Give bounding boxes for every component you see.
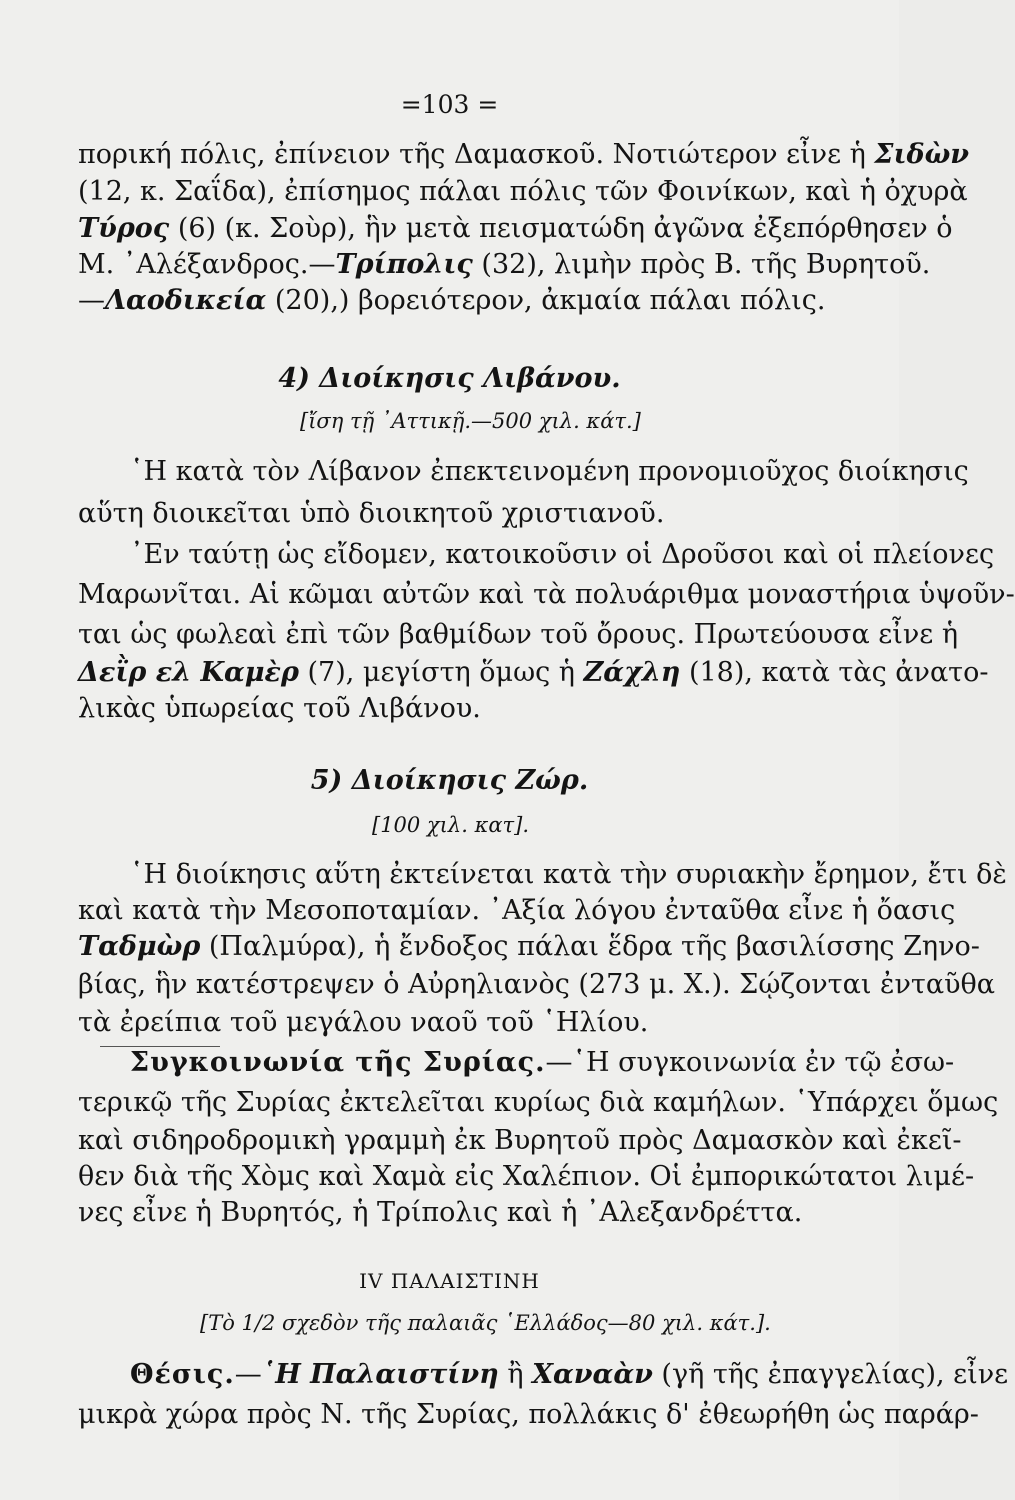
section-5-line-2: καὶ κατὰ τὴν Μεσοποταμίαν. ᾿Αξία λόγου ἐνταῦθα εἶνε ἡ ὄασις — [78, 895, 956, 926]
place-canaan: Χαναὰν — [532, 1359, 653, 1390]
place-tadmor: Ταδμὼρ — [78, 931, 201, 962]
communication-line-5: νες εἶνε ἡ Βυρητός, ἡ Τρίπολις καὶ ἡ ᾿Αλεξανδρέττα. — [78, 1197, 803, 1228]
section-5-line-3: Ταδμὼρ (Παλμύρα), ἡ ἔνδοξος πάλαι ἕδρα τῆς βασιλίσσης Ζηνο- — [78, 931, 980, 962]
para1-line-5: —Λαοδικεία (20),) βορειότερον, ἀκμαία πάλαι πόλις. — [78, 285, 826, 316]
page-number: =103 = — [400, 90, 499, 119]
communication-line-1: Συγκοινωνία τῆς Συρίας.—῾Η συγκοινωνία ἐν τῷ ἐσω- — [130, 1047, 955, 1078]
communication-line-3: καὶ σιδηροδρομικὴ γραμμὴ ἐκ Βυρητοῦ πρὸς Δαμασκὸν καὶ ἐκεῖ- — [78, 1125, 962, 1156]
section-palestine-heading: IV ΠΑΛΑΙΣΤΙΝΗ — [359, 1269, 540, 1293]
palestine-line-2: μικρὰ χώρα πρὸς Ν. τῆς Συρίας, πολλάκις δ' ἐθεωρήθη ὡς παράρ- — [78, 1399, 979, 1430]
place-sidon: Σιδὼν — [874, 139, 970, 170]
para1-line-3: Τύρος (6) (κ. Σοὺρ), ἣν μετὰ πεισματώδη ἀγῶνα ἐξεπόρθησεν ὁ — [78, 213, 953, 244]
section-5-heading: 5) Διοίκησις Ζώρ. — [310, 765, 589, 796]
section-4-line-3: ᾿Εν ταύτῃ ὡς εἴδομεν, κατοικοῦσιν οἱ Δροῦσοι καὶ οἱ πλείονες — [130, 539, 995, 570]
communication-line-2: τερικῷ τῆς Συρίας ἐκτελεῖται κυρίως διὰ καμήλων. ῾Υπάρχει ὅμως — [78, 1087, 999, 1118]
section-4-line-7: λικὰς ὑπωρείας τοῦ Λιβάνου. — [78, 693, 481, 724]
communication-line-4: θεν διὰ τῆς Χὸμς καὶ Χαμὰ εἰς Χαλέπιον. Οἱ ἐμπορικώτατοι λιμέ- — [78, 1161, 975, 1192]
place-laodicea: Λαοδικεία — [105, 285, 267, 316]
section-5-line-1: ῾Η διοίκησις αὕτη ἐκτείνεται κατὰ τὴν συριακὴν ἔρημον, ἔτι δὲ — [130, 859, 1007, 890]
section-5-note: [100 χιλ. κατ]. — [372, 813, 530, 837]
place-deir-el-kamar: Δεῒρ ελ Καμὲρ — [78, 657, 299, 688]
place-tripoli: Τρίπολις — [335, 249, 473, 280]
section-5-line-5: τὰ ἐρείπια τοῦ μεγάλου ναοῦ τοῦ ῾Ηλίου. — [78, 1007, 649, 1038]
section-4-note: [ἴση τῇ ᾿Αττικῇ.—500 χιλ. κάτ.] — [300, 409, 641, 433]
para1-line-2: (12, κ. Σαΐδα), ἐπίσημος πάλαι πόλις τῶν Φοινίκων, καὶ ἡ ὀχυρὰ — [78, 176, 968, 207]
place-zahle: Ζάχλη — [583, 657, 681, 688]
para1-line-1: πορική πόλις, ἐπίνειον τῆς Δαμασκοῦ. Νοτιώτερον εἶνε ἡ Σιδὼν — [78, 139, 970, 170]
communication-heading: Συγκοινωνία τῆς Συρίας. — [130, 1047, 546, 1078]
place-tyre: Τύρος — [78, 213, 170, 244]
palestine-line-1: Θέσις.—῾Η Παλαιστίνη ἢ Χαναὰν (γῆ τῆς ἐπαγγελίας), εἶνε — [130, 1359, 1009, 1390]
position-heading: Θέσις. — [130, 1359, 235, 1390]
section-5-line-4: βίας, ἣν κατέστρεψεν ὁ Αὐρηλιανὸς (273 μ. Χ.). Σῴζονται ἐνταῦθα — [78, 969, 995, 1000]
section-4-line-1: ῾Η κατὰ τὸν Λίβανον ἐπεκτεινομένη προνομιοῦχος διοίκησις — [130, 456, 969, 487]
para1-line-4: Μ. ᾿Αλέξανδρος.—Τρίπολις (32), λιμὴν πρὸς Β. τῆς Βυρητοῦ. — [78, 249, 931, 280]
section-4-heading: 4) Διοίκησις Λιβάνου. — [278, 363, 621, 394]
place-palestine: ῾Η Παλαιστίνη — [261, 1359, 499, 1390]
section-4-line-5: ται ὡς φωλεαὶ ἐπὶ τῶν βαθμίδων τοῦ ὄρους. Πρωτεύουσα εἶνε ἡ — [78, 619, 959, 650]
section-4-line-2: αὕτη διοικεῖται ὑπὸ διοικητοῦ χριστιανοῦ. — [78, 498, 665, 529]
section-4-line-4: Μαρωνῖται. Αἱ κῶμαι αὐτῶν καὶ τὰ πολυάριθμα μοναστήρια ὑψοῦν- — [78, 579, 1015, 610]
section-palestine-note: [Τὸ 1/2 σχεδὸν τῆς παλαιᾶς ῾Ελλάδος—80 χιλ. κάτ.]. — [200, 1311, 771, 1335]
section-4-line-6: Δεῒρ ελ Καμὲρ (7), μεγίστη ὅμως ἡ Ζάχλη (18), κατὰ τὰς ἀνατο- — [78, 657, 989, 688]
